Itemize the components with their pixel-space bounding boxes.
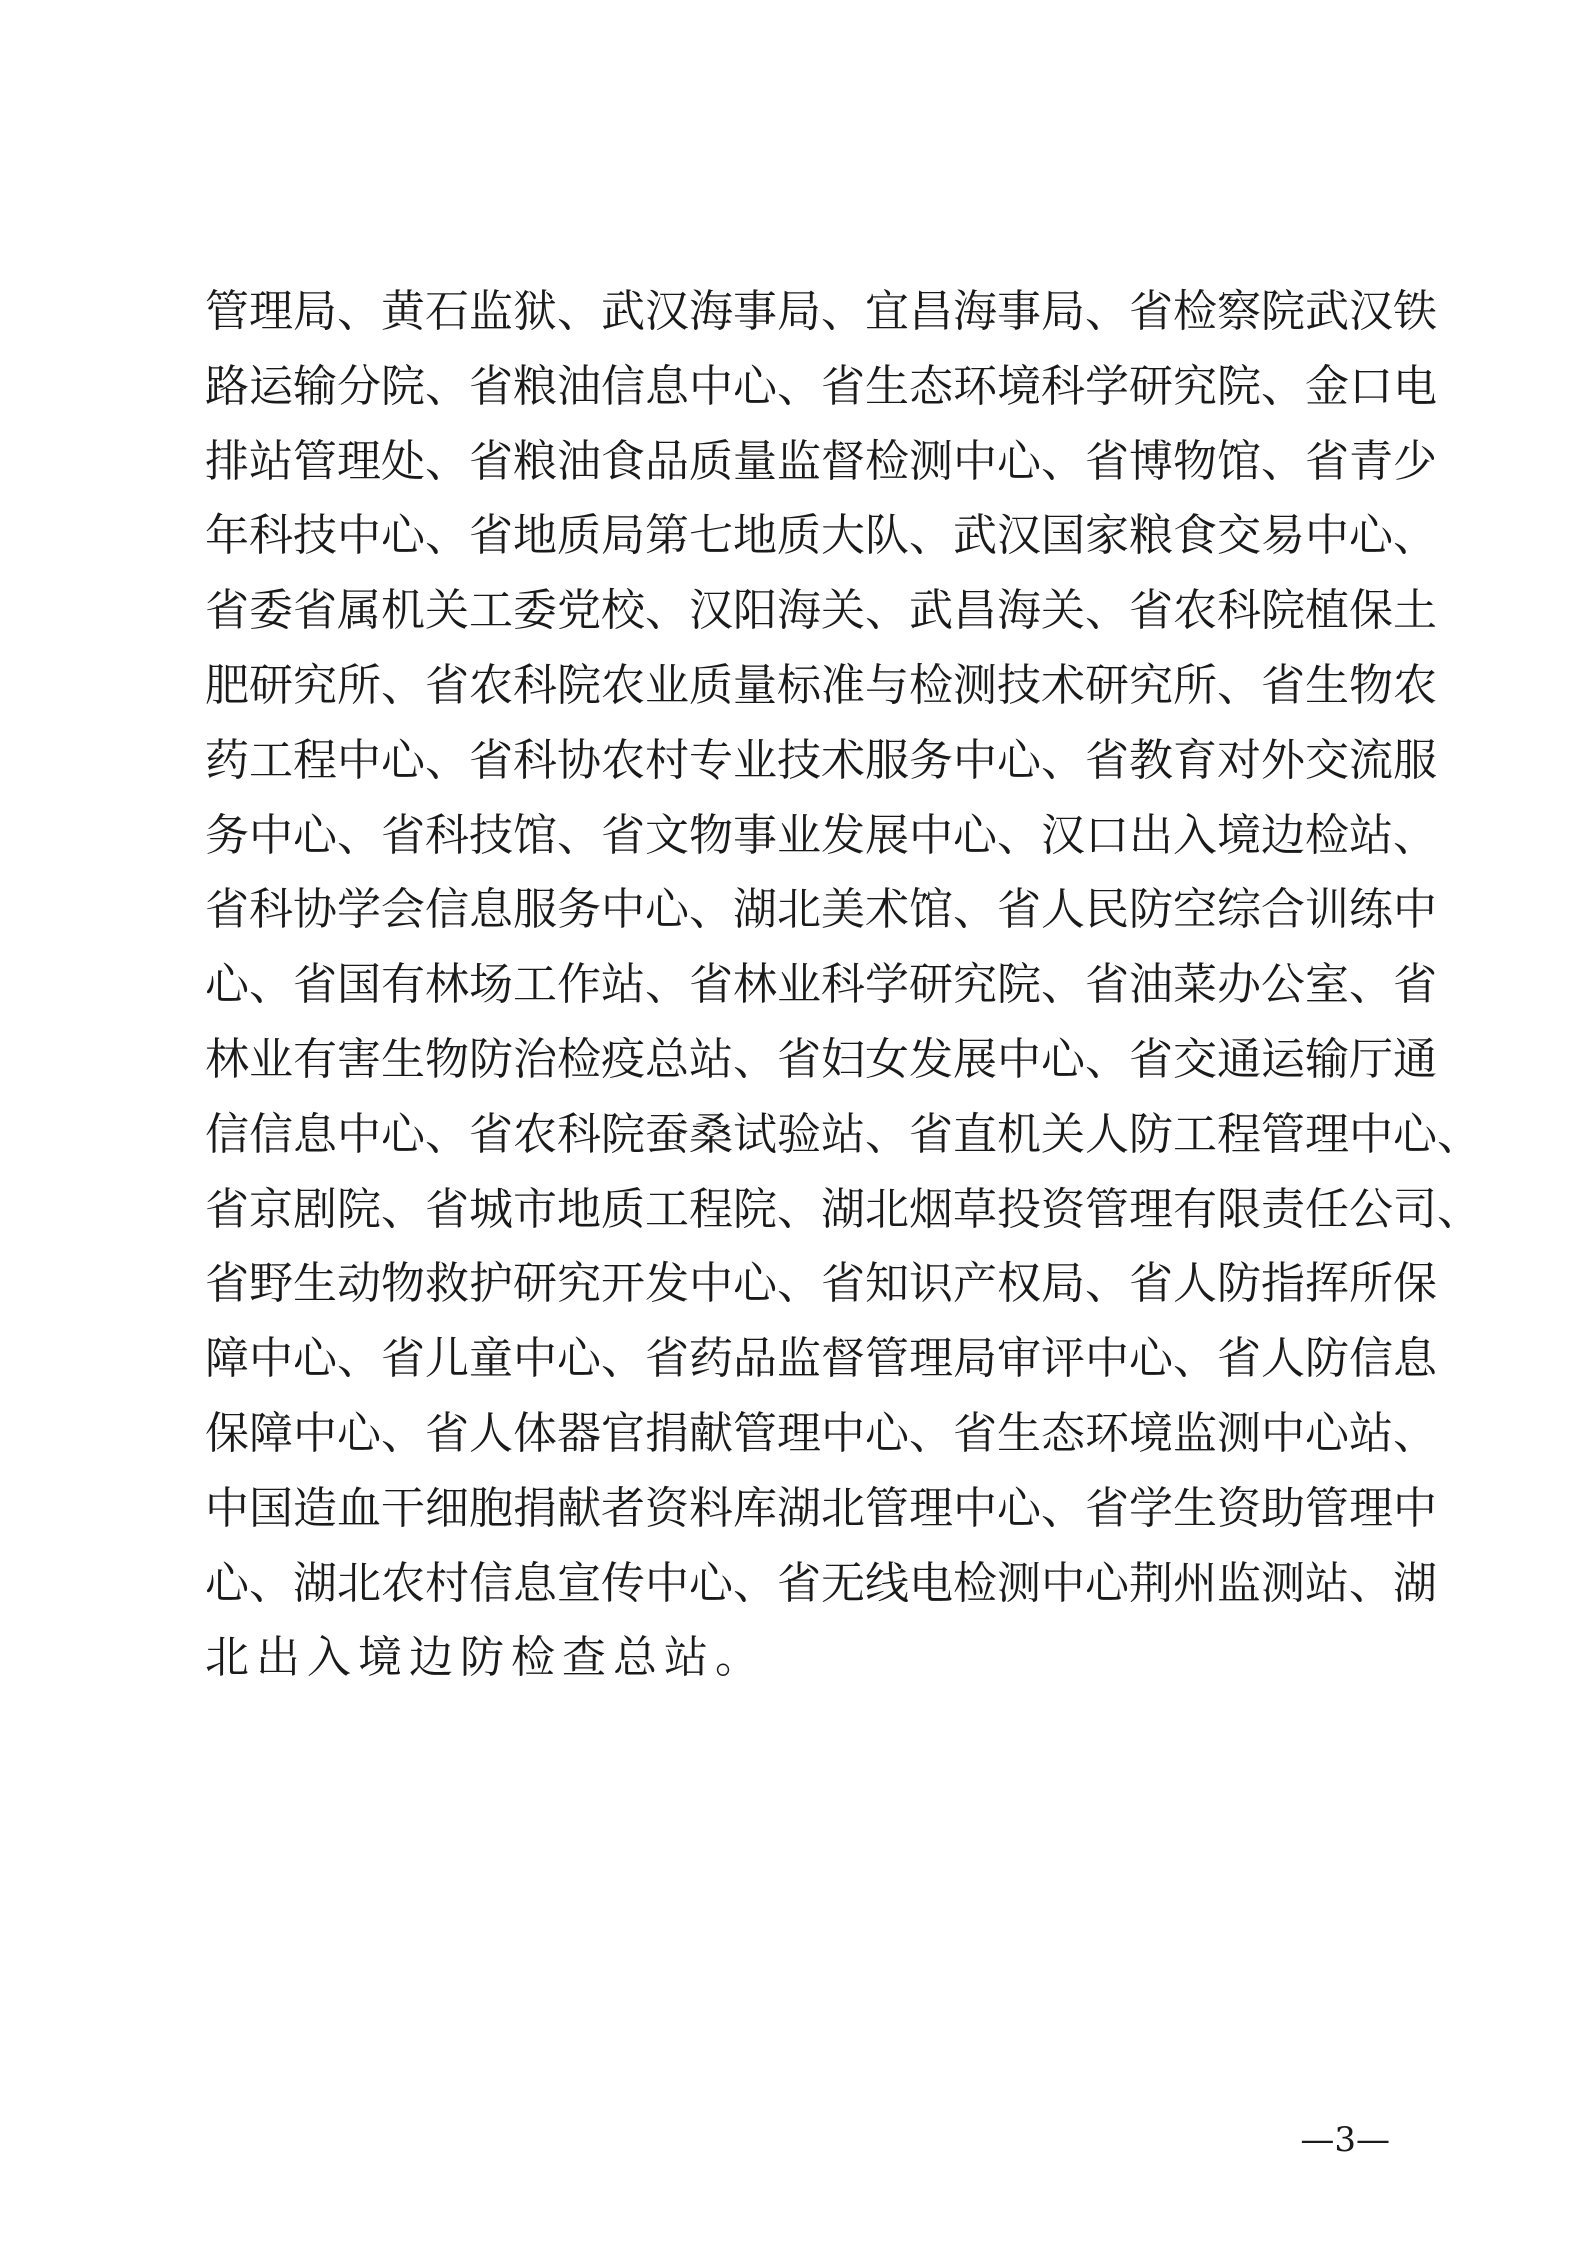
text-line: 年科技中心、省地质局第七地质大队、武汉国家粮食交易中心、 [205,510,1437,562]
body-paragraph [205,275,1481,1696]
text-line: 路运输分院、省粮油信息中心、省生态环境科学研究院、金口电 [205,360,1437,412]
text-line: 省野生动物救护研究开发中心、省知识产权局、省人防指挥所保 [205,1258,1437,1310]
text-line: 心、省国有林场工作站、省林业科学研究院、省油菜办公室、省 [205,959,1437,1011]
text-line: 排站管理处、省粮油食品质量监督检测中心、省博物馆、省青少 [205,435,1437,487]
text-line: 省委省属机关工委党校、汉阳海关、武昌海关、省农科院植保土 [205,585,1437,637]
text-line: 省科协学会信息服务中心、湖北美术馆、省人民防空综合训练中 [205,884,1437,936]
text-line: 务中心、省科技馆、省文物事业发展中心、汉口出入境边检站、 [205,809,1437,861]
text-line: 保障中心、省人体器官捐献管理中心、省生态环境监测中心站、 [205,1407,1437,1459]
text-line: 管理局、黄石监狱、武汉海事局、宜昌海事局、省检察院武汉铁 [205,286,1437,337]
text-line: 障中心、省儿童中心、省药品监督管理局审评中心、省人防信息 [205,1333,1437,1385]
text-line: 林业有害生物防治检疫总站、省妇女发展中心、省交通运输厅通 [205,1033,1437,1085]
page-number: —3— [1300,2120,1390,2160]
text-line: 省京剧院、省城市地质工程院、湖北烟草投资管理有限责任公司、 [205,1183,1481,1235]
text-line: 中国造血干细胞捐献者资料库湖北管理中心、省学生资助管理中 [205,1482,1437,1534]
text-line: 信信息中心、省农科院蚕桑试验站、省直机关人防工程管理中心、 [205,1108,1481,1160]
text-line: 北出入境边防检查总站。 [205,1632,766,1684]
text-line: 心、湖北农村信息宣传中心、省无线电检测中心荆州监测站、湖 [205,1557,1437,1609]
text-line: 肥研究所、省农科院农业质量标准与检测技术研究所、省生物农 [205,659,1437,711]
text-line: 药工程中心、省科协农村专业技术服务中心、省教育对外交流服 [205,734,1437,786]
